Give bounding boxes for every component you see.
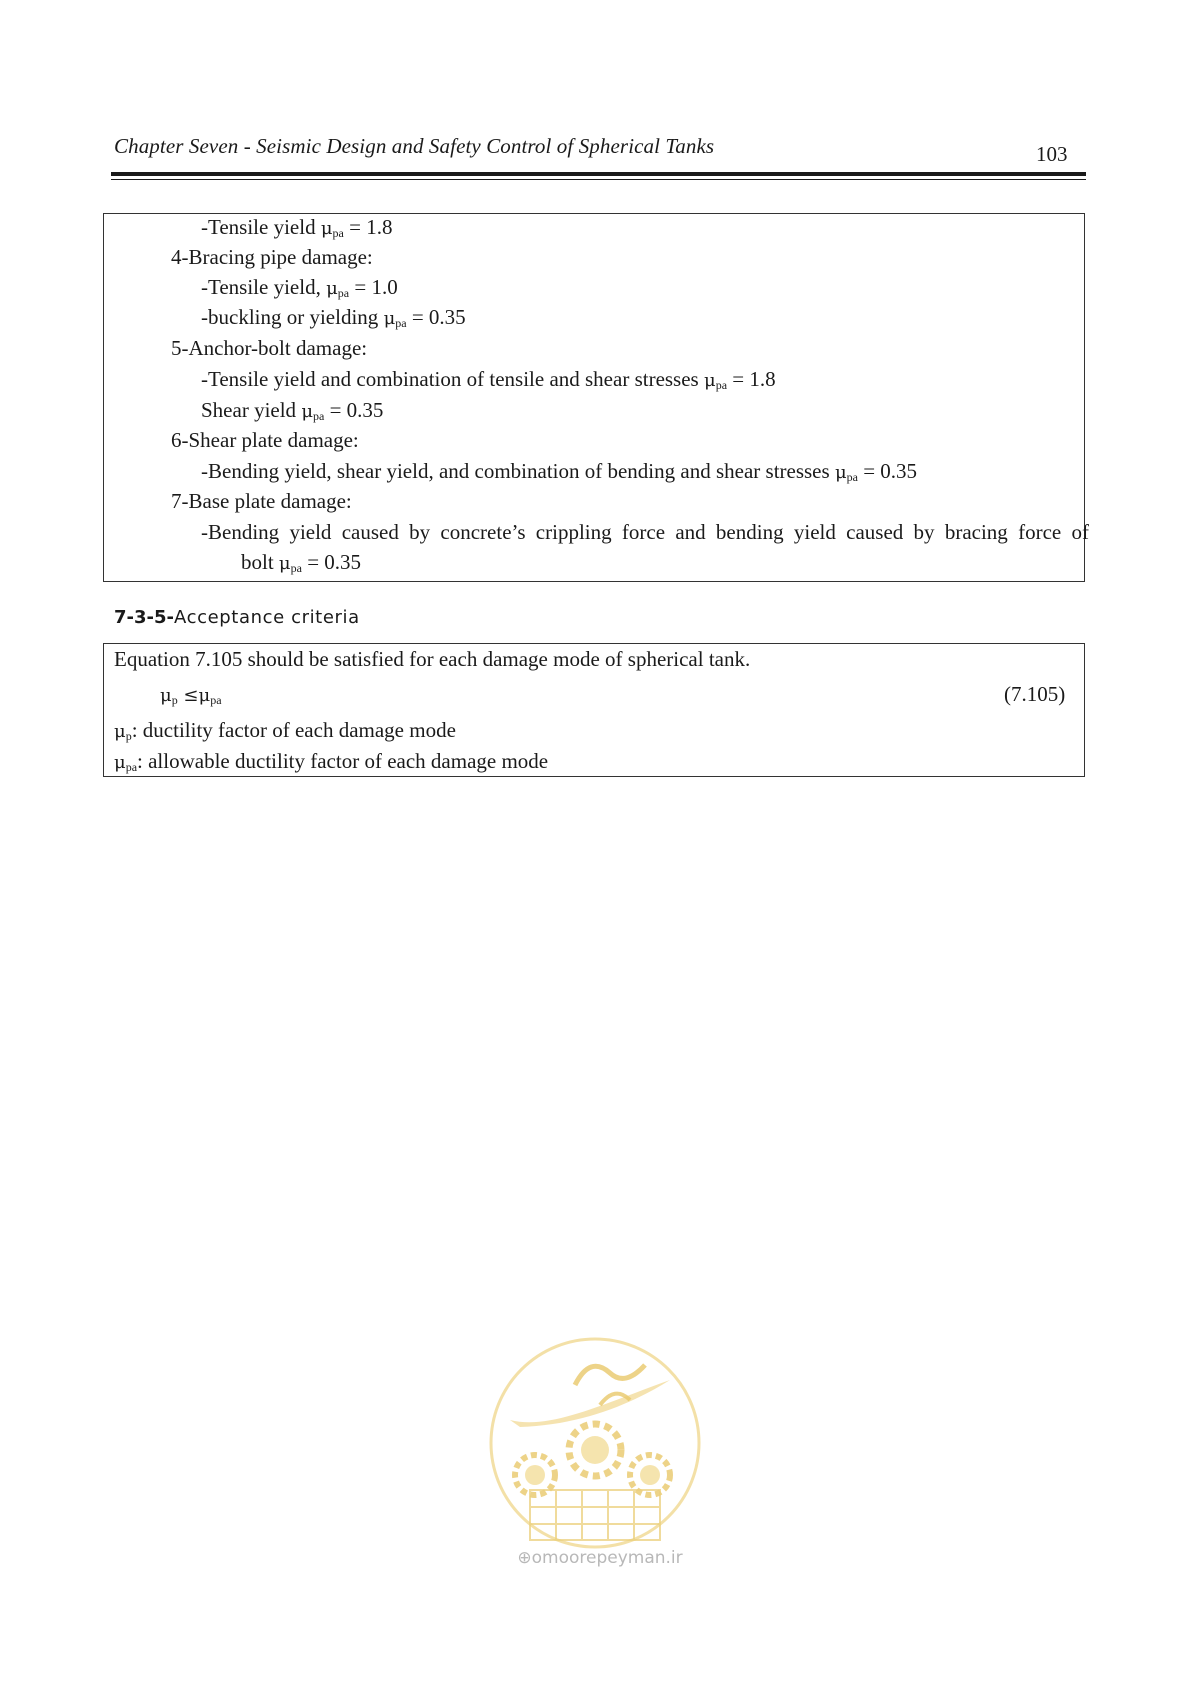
equation-intro: Equation 7.105 should be satisfied for each damage mode of spherical tank. (114, 647, 751, 671)
globe-icon: ⊕ (517, 1548, 532, 1568)
equation: $\mu_p \le\mu_{pa}$ (160, 685, 222, 707)
damage-line: bolt $\mu_{pa} = 0.35$ (241, 550, 362, 575)
damage-line: -Bending yield caused by concrete’s crippling force and bending yield caused by bracing force of (201, 520, 1089, 544)
damage-line: -buckling or yielding $\mu_{pa} = 0.35$ (201, 305, 466, 330)
damage-line: -Tensile yield and combination of tensile and shear stresses $\mu_{pa} = 1.8$ (201, 367, 776, 392)
damage-category-heading: 5-Anchor-bolt damage: (171, 336, 368, 360)
definition-line: $\mu_{pa}$: allowable ductility factor of each damage mode (114, 749, 549, 774)
section-heading (114, 607, 360, 628)
damage-category-heading: 6-Shear plate damage: (171, 428, 359, 452)
section-title: Acceptance criteria (174, 607, 360, 628)
page-number: 103 (1036, 142, 1068, 166)
damage-category-heading: 7-Base plate damage: (171, 489, 352, 513)
equation-number: (7.105) (1004, 682, 1066, 706)
damage-line: Shear yield $\mu_{pa} = 0.35$ (201, 398, 384, 423)
watermark-logo (480, 1325, 710, 1565)
section-number: 7-3-5- (114, 607, 174, 628)
header-rule-thick (111, 172, 1086, 176)
definition-line: $\mu_p$: ductility factor of each damage mode (114, 718, 456, 743)
damage-line: -Tensile yield, $\mu_{pa} = 1.0$ (201, 275, 398, 300)
page-header-title: Chapter Seven - Seismic Design and Safety Control of Spherical Tanks (114, 134, 715, 158)
damage-line: -Tensile yield $\mu_{pa} = 1.8$ (201, 215, 393, 240)
acceptance-criteria-box (103, 643, 1085, 777)
damage-line: -Bending yield, shear yield, and combination of bending and shear stresses $\mu_{pa} = 0.35$ (201, 459, 918, 484)
header-rule-thin (111, 179, 1086, 180)
damage-modes-box (103, 213, 1089, 582)
damage-category-heading: 4-Bracing pipe damage: (171, 245, 373, 269)
watermark-url: ⊕omoorepeyman.ir (517, 1548, 683, 1568)
